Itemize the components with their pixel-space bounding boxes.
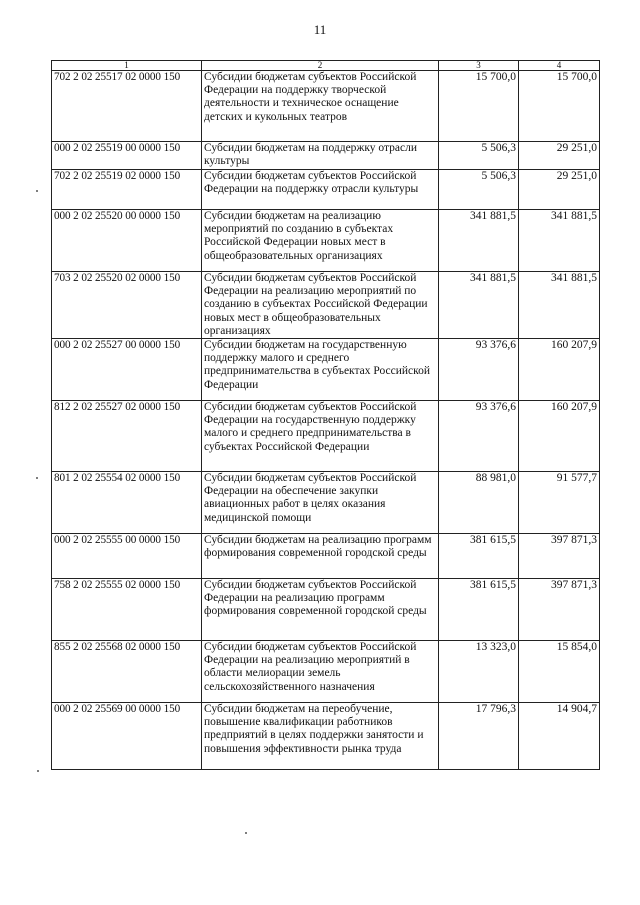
- amount-col4: 14 904,7: [519, 703, 600, 770]
- amount-col3: 88 981,0: [439, 472, 519, 534]
- item-name: Субсидии бюджетам на реализацию программ формирования современной городской среды: [202, 534, 439, 579]
- table-row: [52, 641, 600, 703]
- item-name: Субсидии бюджетам субъектов Российской Федерации на государственную поддержку малого и среднего предпринимательства в субъектах Российской Федерации: [202, 401, 439, 472]
- amount-col3: 5 506,3: [439, 142, 519, 170]
- budget-code: 000 2 02 25527 00 0000 150: [52, 339, 202, 401]
- column-header-2: 2: [202, 61, 439, 71]
- item-name: Субсидии бюджетам субъектов Российской Федерации на обеспечение закупки авиационных работ в целях оказания медицинской помощи: [202, 472, 439, 534]
- scan-speck: [37, 770, 39, 772]
- amount-col3: 381 615,5: [439, 534, 519, 579]
- page-number: 11: [313, 22, 327, 37]
- table-row: [52, 142, 600, 170]
- amount-col3: 15 700,0: [439, 71, 519, 142]
- budget-code: 000 2 02 25569 00 0000 150: [52, 703, 202, 770]
- amount-col3: 93 376,6: [439, 339, 519, 401]
- budget-code: 703 2 02 25520 02 0000 150: [52, 272, 202, 339]
- item-name: Субсидии бюджетам субъектов Российской Федерации на поддержку творческой деятельности и техническое оснащение детских и кукольных театров: [202, 71, 439, 142]
- amount-col3: 341 881,5: [439, 210, 519, 272]
- amount-col4: 341 881,5: [519, 210, 600, 272]
- amount-col4: 341 881,5: [519, 272, 600, 339]
- amount-col4: 397 871,3: [519, 534, 600, 579]
- budget-code: 812 2 02 25527 02 0000 150: [52, 401, 202, 472]
- table-row: [52, 71, 600, 142]
- item-name: Субсидии бюджетам субъектов Российской Федерации на реализацию программ формирования современной городской среды: [202, 579, 439, 641]
- budget-table: [51, 60, 600, 770]
- table-row: [52, 210, 600, 272]
- amount-col3: 93 376,6: [439, 401, 519, 472]
- column-header-4: 4: [519, 61, 600, 71]
- item-name: Субсидии бюджетам субъектов Российской Федерации на реализацию мероприятий в области мелиорации земель сельскохозяйственного назначения: [202, 641, 439, 703]
- amount-col4: 397 871,3: [519, 579, 600, 641]
- scan-speck: [36, 190, 38, 192]
- table-row: [52, 579, 600, 641]
- item-name: Субсидии бюджетам на государственную поддержку малого и среднего предпринимательства в субъектах Российской Федерации: [202, 339, 439, 401]
- scan-speck: [245, 832, 247, 834]
- budget-code: 758 2 02 25555 02 0000 150: [52, 579, 202, 641]
- budget-code: 000 2 02 25520 00 0000 150: [52, 210, 202, 272]
- amount-col3: 5 506,3: [439, 170, 519, 210]
- budget-code: 855 2 02 25568 02 0000 150: [52, 641, 202, 703]
- amount-col4: 29 251,0: [519, 142, 600, 170]
- amount-col4: 91 577,7: [519, 472, 600, 534]
- column-header-3: 3: [439, 61, 519, 71]
- amount-col4: 15 700,0: [519, 71, 600, 142]
- budget-code: 000 2 02 25555 00 0000 150: [52, 534, 202, 579]
- amount-col3: 17 796,3: [439, 703, 519, 770]
- budget-code: 702 2 02 25517 02 0000 150: [52, 71, 202, 142]
- table-row: [52, 534, 600, 579]
- amount-col4: 160 207,9: [519, 339, 600, 401]
- table-row: [52, 703, 600, 770]
- amount-col4: 15 854,0: [519, 641, 600, 703]
- item-name: Субсидии бюджетам субъектов Российской Федерации на реализацию мероприятий по созданию в субъектах Российской Федерации новых мест в общеобразовательных организациях: [202, 272, 439, 339]
- table-row: [52, 170, 600, 210]
- scan-speck: [36, 477, 38, 479]
- amount-col3: 13 323,0: [439, 641, 519, 703]
- item-name: Субсидии бюджетам на переобучение, повышение квалификации работников предприятий в целях поддержки занятости и повышения эффективности рынка труда: [202, 703, 439, 770]
- column-header-1: 1: [52, 61, 202, 71]
- header-row: [52, 61, 600, 71]
- amount-col4: 29 251,0: [519, 170, 600, 210]
- table-row: [52, 272, 600, 339]
- budget-code: 702 2 02 25519 02 0000 150: [52, 170, 202, 210]
- item-name: Субсидии бюджетам на реализацию мероприятий по созданию в субъектах Российской Федерации новых мест в общеобразовательных организациях: [202, 210, 439, 272]
- budget-code: 801 2 02 25554 02 0000 150: [52, 472, 202, 534]
- amount-col3: 341 881,5: [439, 272, 519, 339]
- table-row: [52, 339, 600, 401]
- budget-code: 000 2 02 25519 00 0000 150: [52, 142, 202, 170]
- amount-col3: 381 615,5: [439, 579, 519, 641]
- amount-col4: 160 207,9: [519, 401, 600, 472]
- table-row: [52, 401, 600, 472]
- item-name: Субсидии бюджетам субъектов Российской Федерации на поддержку отрасли культуры: [202, 170, 439, 210]
- table-row: [52, 472, 600, 534]
- item-name: Субсидии бюджетам на поддержку отрасли культуры: [202, 142, 439, 170]
